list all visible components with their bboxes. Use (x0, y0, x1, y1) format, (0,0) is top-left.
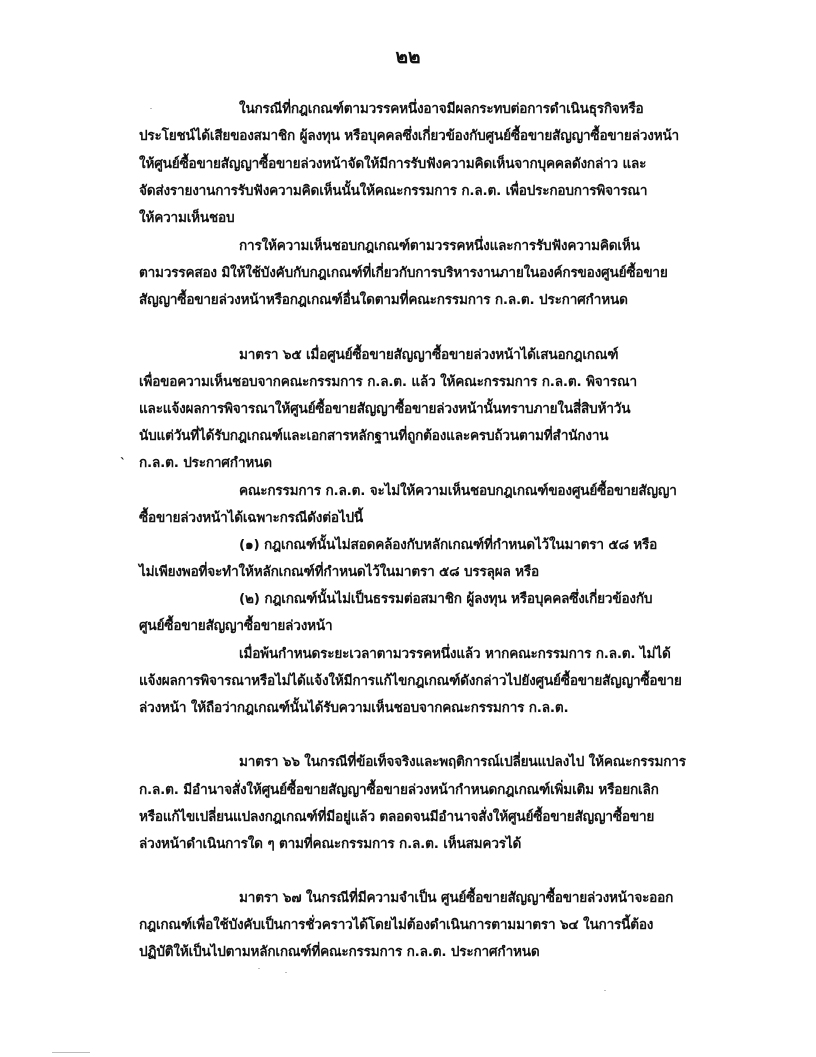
text-line: ให้ความเห็นชอบ (139, 210, 235, 226)
text-line: ซื้อขายล่วงหน้าได้เฉพาะกรณีดังต่อไปนี้ (139, 510, 363, 526)
text-line: คณะกรรมการ ก.ล.ต. จะไม่ให้ความเห็นชอบกฎเกณฑ์ของศูนย์ซื้อขายสัญญา (239, 483, 677, 499)
text-line: จัดส่งรายงานการรับฟังความคิดเห็นนั้นให้คณะกรรมการ ก.ล.ต. เพื่อประกอบการพิจารณา (139, 183, 648, 199)
scan-speck (150, 108, 152, 109)
scan-speck (604, 990, 606, 991)
text-line: เมื่อพ้นกำหนดระยะเวลาตามวรรคหนึ่งแล้ว หากคณะกรรมการ ก.ล.ต. ไม่ได้ (239, 646, 671, 662)
text-line: ไม่เพียงพอที่จะทำให้หลักเกณฑ์ที่กำหนดไว้ในมาตรา ๕๘ บรรลุผล หรือ (139, 564, 539, 580)
scan-speck (52, 1052, 90, 1053)
section-67-heading: มาตรา ๖๗ ในกรณีที่มีความจำเป็น ศูนย์ซื้อขายสัญญาซื้อขายล่วงหน้าจะออก (239, 890, 674, 906)
text-line: (๑) กฎเกณฑ์นั้นไม่สอดคล้องกับหลักเกณฑ์ที่กำหนดไว้ในมาตรา ๕๘ หรือ (239, 537, 658, 553)
text-line: ศูนย์ซื้อขายสัญญาซื้อขายล่วงหน้า (139, 618, 333, 634)
text-line: ตามวรรคสอง มิให้ใช้บังคับกับกฎเกณฑ์ที่เกี่ยวกับการบริหารงานภายในองค์กรของศูนย์ซื้อขาย (139, 265, 668, 281)
text-line: หรือแก้ไขเปลี่ยนแปลงกฎเกณฑ์ที่มีอยู่แล้ว ตลอดจนมีอำนาจสั่งให้ศูนย์ซื้อขายสัญญาซื้อขาย (139, 809, 655, 825)
text-line: ในกรณีที่กฎเกณฑ์ตามวรรคหนึ่งอาจมีผลกระทบต่อการดำเนินธุรกิจหรือ (239, 101, 644, 117)
text-line: สัญญาซื้อขายล่วงหน้าหรือกฎเกณฑ์อื่นใดตามที่คณะกรรมการ ก.ล.ต. ประกาศกำหนด (139, 292, 628, 308)
text-line: นับแต่วันที่ได้รับกฎเกณฑ์และเอกสารหลักฐานที่ถูกต้องและครบถ้วนตามที่สำนักงาน (139, 428, 609, 444)
text-line: ก.ล.ต. มีอำนาจสั่งให้ศูนย์ซื้อขายสัญญาซื้อขายล่วงหน้ากำหนดกฎเกณฑ์เพิ่มเติม หรือยกเลิก (139, 782, 659, 798)
text-line: เพื่อขอความเห็นชอบจากคณะกรรมการ ก.ล.ต. แล้ว ให้คณะกรรมการ ก.ล.ต. พิจารณา (139, 374, 637, 390)
scan-speck (258, 968, 260, 969)
section-65-heading: มาตรา ๖๕ เมื่อศูนย์ซื้อขายสัญญาซื้อขายล่วงหน้าได้เสนอกฎเกณฑ์ (239, 347, 619, 363)
text-line: การให้ความเห็นชอบกฎเกณฑ์ตามวรรคหนึ่งและการรับฟังความคิดเห็น (239, 238, 640, 254)
text-line: ประโยชน์ได้เสียของสมาชิก ผู้ลงทุน หรือบุคคลซึ่งเกี่ยวข้องกับศูนย์ซื้อขายสัญญาซื้อขายล่วงหน้า (139, 128, 679, 144)
text-line: (๒) กฎเกณฑ์นั้นไม่เป็นธรรมต่อสมาชิก ผู้ลงทุน หรือบุคคลซึ่งเกี่ยวข้องกับ (239, 591, 653, 607)
text-line: ก.ล.ต. ประกาศกำหนด (139, 455, 272, 471)
text-line: ปฏิบัติให้เป็นไปตามหลักเกณฑ์ที่คณะกรรมการ ก.ล.ต. ประกาศกำหนด (139, 944, 540, 960)
text-line: และแจ้งผลการพิจารณาให้ศูนย์ซื้อขายสัญญาซื้อขายล่วงหน้านั้นทราบภายในสี่สิบห้าวัน (139, 401, 631, 417)
margin-mark: ` (120, 456, 126, 470)
text-line: ให้ศูนย์ซื้อขายสัญญาซื้อขายล่วงหน้าจัดให้มีการรับฟังความคิดเห็นจากบุคคลดังกล่าว และ (139, 156, 647, 172)
text-line: กฎเกณฑ์เพื่อใช้บังคับเป็นการชั่วคราวได้โดยไม่ต้องดำเนินการตามมาตรา ๖๔ ในการนี้ต้อง (139, 917, 654, 933)
page-number: ๒๒ (395, 46, 421, 68)
text-line: ล่วงหน้า ให้ถือว่ากฎเกณฑ์นั้นได้รับความเห็นชอบจากคณะกรรมการ ก.ล.ต. (139, 700, 569, 716)
text-line: ล่วงหน้าดำเนินการใด ๆ ตามที่คณะกรรมการ ก.ล.ต. เห็นสมควรได้ (139, 836, 522, 852)
section-66-heading: มาตรา ๖๖ ในกรณีที่ข้อเท็จจริงและพฤติการณ์เปลี่ยนแปลงไป ให้คณะกรรมการ (239, 754, 686, 770)
scan-speck (285, 972, 287, 973)
text-line: แจ้งผลการพิจารณาหรือไม่ได้แจ้งให้มีการแก้ไขกฎเกณฑ์ดังกล่าวไปยังศูนย์ซื้อขายสัญญาซื้อขาย (139, 673, 682, 689)
